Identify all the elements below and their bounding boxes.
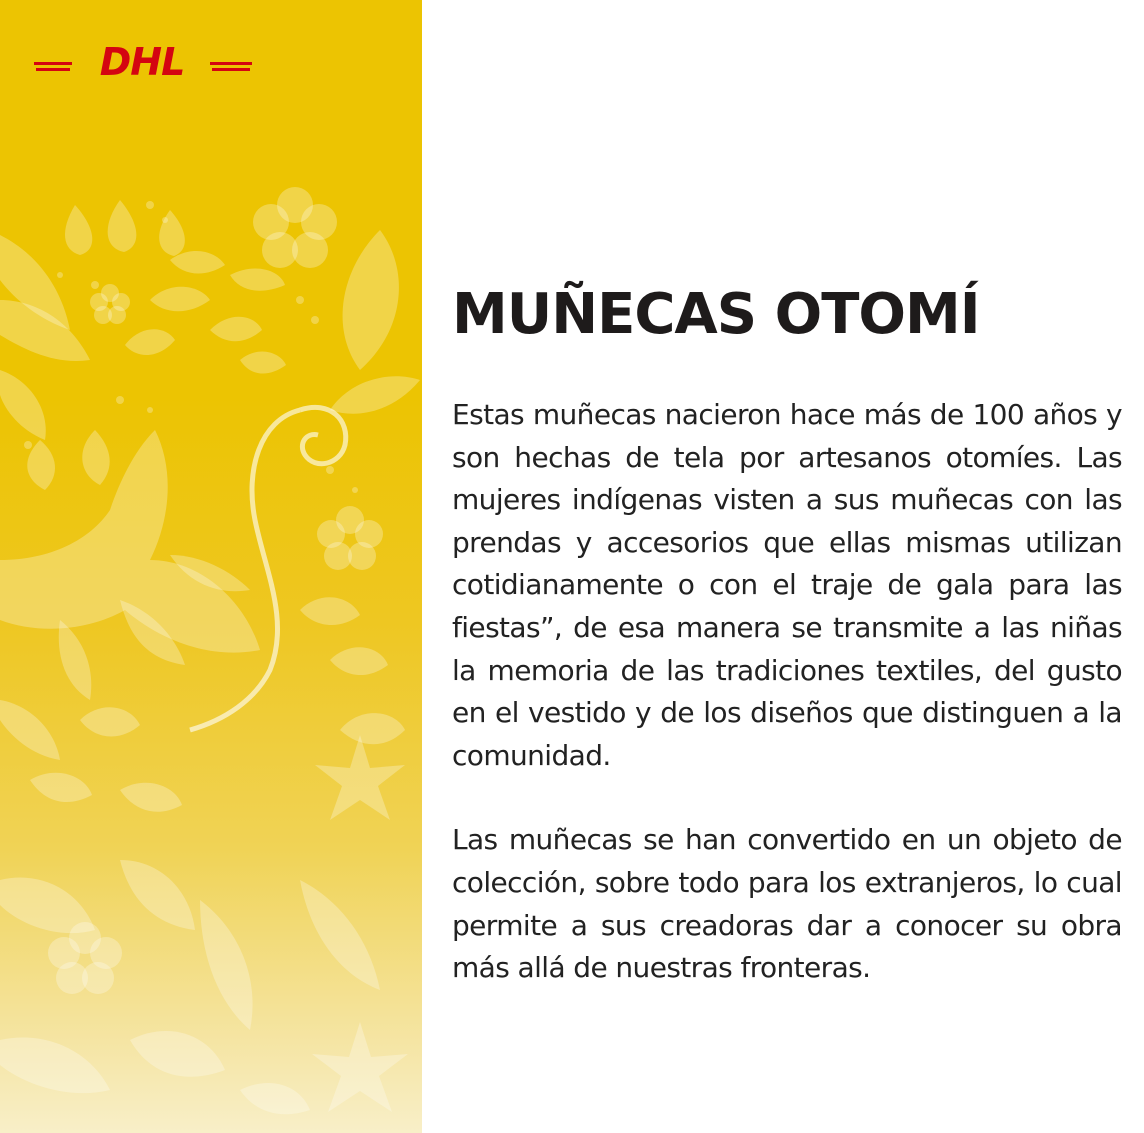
dhl-logo	[34, 42, 252, 78]
article	[452, 282, 1122, 990]
floral-pattern	[0, 0, 422, 1133]
body-paragraph-2: Las muñecas se han convertido en un objeto de colección, sobre todo para los extranjeros, lo cual permite a sus creadoras dar a conocer su obra más allá de nuestras fronteras.	[452, 823, 1122, 985]
body-paragraph-1: Estas muñecas nacieron hace más de 100 años y son hechas de tela por artesanos otomíes. Las mujeres indígenas visten a sus muñecas con las prendas y accesorios que ellas mismas utilizan cotidianamente o con el traje de gala para las fiestas”, de esa manera se transmite a las niñas la memoria de las tradiciones textiles, del gusto en el vestido y de los diseños que distinguen a la comunidad.	[452, 398, 1122, 772]
page-title: MUÑECAS OTOMÍ	[452, 282, 980, 347]
decorative-side-panel	[0, 0, 422, 1133]
logo-lettering: DHL	[99, 42, 185, 78]
